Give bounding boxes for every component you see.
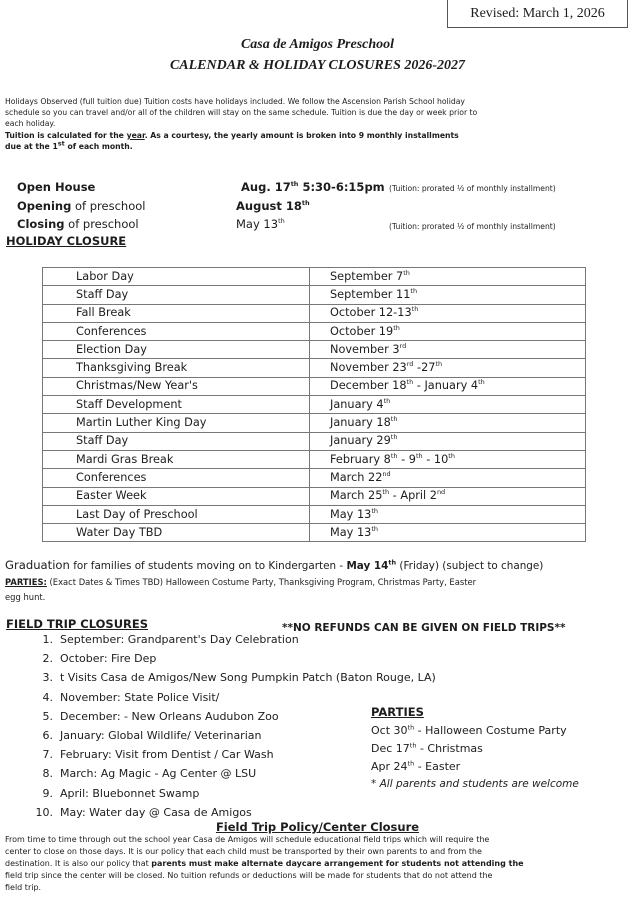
party-item: Apr 24th - Easter (371, 759, 461, 773)
no-refunds-notice: **NO REFUNDS CAN BE GIVEN ON FIELD TRIPS** (282, 622, 566, 634)
field-trip-number: 1. (42, 633, 53, 646)
holiday-date: March 25th - April 2nd (310, 487, 586, 505)
holiday-name: Martin Luther King Day (43, 414, 310, 432)
field-trip-text: May: Water day @ Casa de Amigos (60, 805, 252, 819)
field-trip-text: April: Bluebonnet Swamp (60, 786, 200, 800)
holiday-date: January 4th (310, 396, 586, 414)
field-trip-text: September: Grandparent's Day Celebration (60, 633, 299, 646)
holiday-row (43, 524, 586, 542)
field-trip-text: January: Global Wildlife/ Veterinarian (60, 728, 262, 742)
holiday-row (43, 487, 586, 505)
document-title: CALENDAR & HOLIDAY CLOSURES 2026-2027 (169, 58, 466, 73)
holiday-row (43, 469, 586, 487)
graduation-word: Graduation (5, 558, 70, 572)
intro-line-3: each holiday. (5, 119, 56, 128)
holiday-date: May 13th (310, 505, 586, 523)
field-trip-number: 5. (42, 709, 53, 723)
holiday-name: Conferences (43, 469, 310, 487)
tuition-year-word: year (126, 131, 145, 140)
holiday-row (43, 322, 586, 340)
holiday-date: February 8th - 9th - 10th (310, 450, 586, 468)
holiday-date: October 19th (310, 322, 586, 340)
holiday-name: Mardi Gras Break (43, 450, 310, 468)
policy-line-5: field trip. (5, 883, 42, 892)
holiday-date: October 12-13th (310, 304, 586, 322)
policy-line-3: destination. It is also our policy that parents must make alternate daycare arrangement for students not attending the (5, 859, 524, 868)
field-trip-text: October: Fire Dep (60, 652, 157, 666)
field-trip-item (28, 652, 436, 671)
holiday-date: December 18th - January 4th (310, 377, 586, 395)
holiday-row (43, 505, 586, 523)
parties-line-1: PARTIES: (Exact Dates & Times TBD) Halloween Costume Party, Thanksgiving Program, Christmas Party, Easter (5, 577, 477, 587)
field-trip-heading: FIELD TRIP CLOSURES (6, 617, 149, 631)
holiday-date: January 18th (310, 414, 586, 432)
tuition-line-2: due at the 1st of each month. (5, 139, 133, 151)
holiday-row (43, 286, 586, 304)
field-trip-number: 2. (42, 652, 53, 666)
holiday-row (43, 341, 586, 359)
policy-heading: Field Trip Policy/Center Closure (215, 820, 420, 834)
opening-date: August 18th (236, 199, 310, 213)
field-trip-text: t Visits Casa de Amigos/New Song Pumpkin Patch (Baton Rouge, LA) (60, 671, 436, 685)
field-trip-number: 8. (42, 767, 53, 781)
parties-note: * All parents and students are welcome (371, 778, 579, 790)
policy-line-4: field trip since the center will be closed. No tuition refunds or deductions will be made for students that do not attend the (5, 871, 493, 880)
open-house-label: Open House (17, 180, 96, 194)
holiday-name: Water Day TBD (43, 524, 310, 542)
field-trip-item (28, 671, 436, 690)
field-trip-text: December: - New Orleans Audubon Zoo (60, 709, 279, 723)
holiday-name: Staff Day (43, 432, 310, 450)
holiday-row (43, 432, 586, 450)
holiday-date: May 13th (310, 524, 586, 542)
closing-date: May 13th (236, 217, 285, 231)
holiday-name: Labor Day (43, 268, 310, 286)
party-item: Dec 17th - Christmas (371, 741, 483, 755)
holiday-table (42, 267, 586, 542)
field-trip-number: 6. (42, 728, 53, 742)
revised-date-box: Revised: March 1, 2026 (447, 0, 628, 28)
field-trip-number: 9. (42, 786, 53, 800)
field-trip-number: 4. (42, 690, 53, 704)
policy-line-1: From time to time through out the school year Casa de Amigos will schedule educational field trips which will require the (5, 835, 490, 844)
parties-box-heading: PARTIES (371, 705, 424, 719)
field-trip-text: February: Visit from Dentist / Car Wash (60, 748, 274, 762)
open-house-date: Aug. 17th 5:30-6:15pm (241, 180, 385, 194)
holiday-name: Election Day (43, 341, 310, 359)
party-item: Oct 30th - Halloween Costume Party (371, 723, 567, 737)
field-trip-number: 3. (42, 671, 53, 685)
holiday-name: Staff Day (43, 286, 310, 304)
open-house-note: (Tuition: prorated ½ of monthly installment) (389, 184, 556, 193)
holiday-name: Easter Week (43, 487, 310, 505)
field-trip-number: 7. (42, 748, 53, 762)
tuition-line-1: Tuition is calculated for the year. As a courtesy, the yearly amount is broken into 9 monthly installments (5, 131, 459, 140)
holiday-date: September 7th (310, 268, 586, 286)
field-trip-item (28, 633, 436, 652)
graduation-line: Graduation for families of students moving on to Kindergarten - May 14th (Friday) (subject to change) (5, 558, 544, 572)
holiday-date: March 22nd (310, 469, 586, 487)
closing-note: (Tuition: prorated ½ of monthly installment) (389, 222, 556, 231)
parties-line-2: egg hunt. (5, 592, 46, 602)
holiday-date: September 11th (310, 286, 586, 304)
school-name: Casa de Amigos Preschool (240, 37, 395, 52)
opening-label: Opening of preschool (17, 199, 146, 213)
holiday-name: Thanksgiving Break (43, 359, 310, 377)
holiday-name: Last Day of Preschool (43, 505, 310, 523)
intro-line-1: Holidays Observed (full tuition due) Tuition costs have holidays included. We follow the Ascension Parish School holiday (5, 97, 465, 106)
holiday-date: November 23rd -27th (310, 359, 586, 377)
holiday-date: November 3rd (310, 341, 586, 359)
intro-line-2: schedule so you can travel and/or all of the children will stay on the same schedule. Tuition is due the day or week prior to (5, 108, 478, 117)
holiday-date: January 29th (310, 432, 586, 450)
parties-label: PARTIES: (5, 577, 47, 587)
holiday-name: Staff Development (43, 396, 310, 414)
holiday-row (43, 396, 586, 414)
field-trip-text: November: State Police Visit/ (60, 690, 220, 704)
holiday-row (43, 377, 586, 395)
field-trip-number: 10. (35, 805, 53, 819)
holiday-row (43, 268, 586, 286)
holiday-name: Fall Break (43, 304, 310, 322)
holiday-row (43, 414, 586, 432)
holiday-name: Conferences (43, 322, 310, 340)
closing-label: Closing of preschool (17, 217, 139, 231)
holiday-row (43, 359, 586, 377)
holiday-closure-heading: HOLIDAY CLOSURE (6, 234, 127, 248)
holiday-name: Christmas/New Year's (43, 377, 310, 395)
holiday-row (43, 304, 586, 322)
field-trip-text: March: Ag Magic - Ag Center @ LSU (60, 767, 257, 781)
policy-line-2: center to close on those days. It is our policy that each child must be transported by their own parents to and from the (5, 847, 482, 856)
holiday-row (43, 450, 586, 468)
